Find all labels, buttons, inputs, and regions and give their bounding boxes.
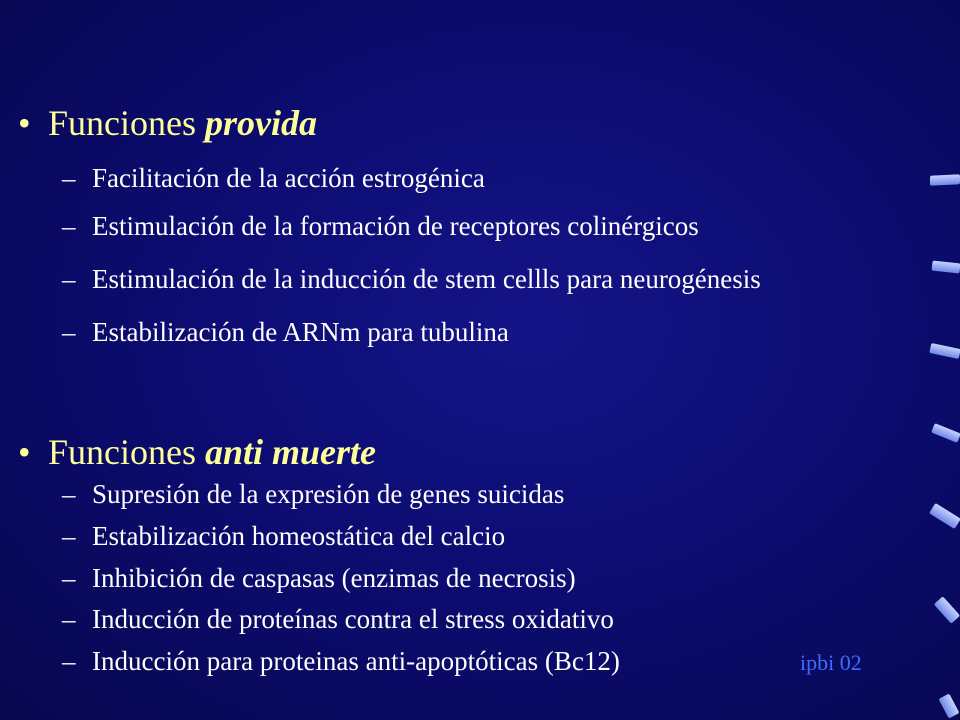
edge-mark-decoration [934,596,960,623]
list-item-text: Estabilización de ARNm para tubulina [92,317,509,347]
list-item [62,263,761,295]
list-item-text: Estimulación de la formación de receptores colinérgicos [92,211,699,241]
dash-icon: – [62,211,76,241]
dash-icon: – [62,317,76,347]
dash-icon: – [62,521,76,551]
section-heading-provida [18,103,317,143]
edge-mark-decoration [939,693,960,718]
dash-icon: – [62,163,76,193]
list-item [62,645,620,677]
list-item [62,210,699,242]
edge-mark-decoration [930,174,960,186]
bullet-icon: • [18,103,31,143]
list-item-text: Inducción de proteínas contra el stress oxidativo [92,604,614,634]
list-item-text: Facilitación de la acción estrogénica [92,163,485,193]
dash-icon: – [62,479,76,509]
list-item [62,603,614,635]
list-item [62,478,564,510]
dash-icon: – [62,646,76,676]
edge-mark-decoration [932,261,960,274]
dash-icon: – [62,563,76,593]
bullet-icon: • [18,432,31,472]
list-item [62,520,505,552]
list-item-text: Inhibición de caspasas (enzimas de necrosis) [92,563,576,593]
section-heading-anti-muerte [18,432,376,472]
list-item-text: Supresión de la expresión de genes suicidas [92,479,565,509]
list-item-text: Estimulación de la inducción de stem cellls para neurogénesis [92,264,761,294]
dash-icon: – [62,604,76,634]
dash-icon: – [62,264,76,294]
edge-mark-decoration [929,343,960,359]
list-item [62,562,576,594]
edge-mark-decoration [929,503,960,529]
heading-emphasis: anti muerte [205,432,377,472]
heading-prefix: Funciones [48,432,205,472]
list-item [62,162,485,194]
list-item-text: Inducción para proteinas anti-apoptóticas (Bc12) [92,646,620,676]
list-item [62,316,509,348]
watermark-label: ipbi 02 [800,650,862,675]
edge-mark-decoration [931,423,960,443]
list-item-text: Estabilización homeostática del calcio [92,521,506,551]
heading-emphasis: provida [205,103,317,143]
heading-prefix: Funciones [48,103,205,143]
